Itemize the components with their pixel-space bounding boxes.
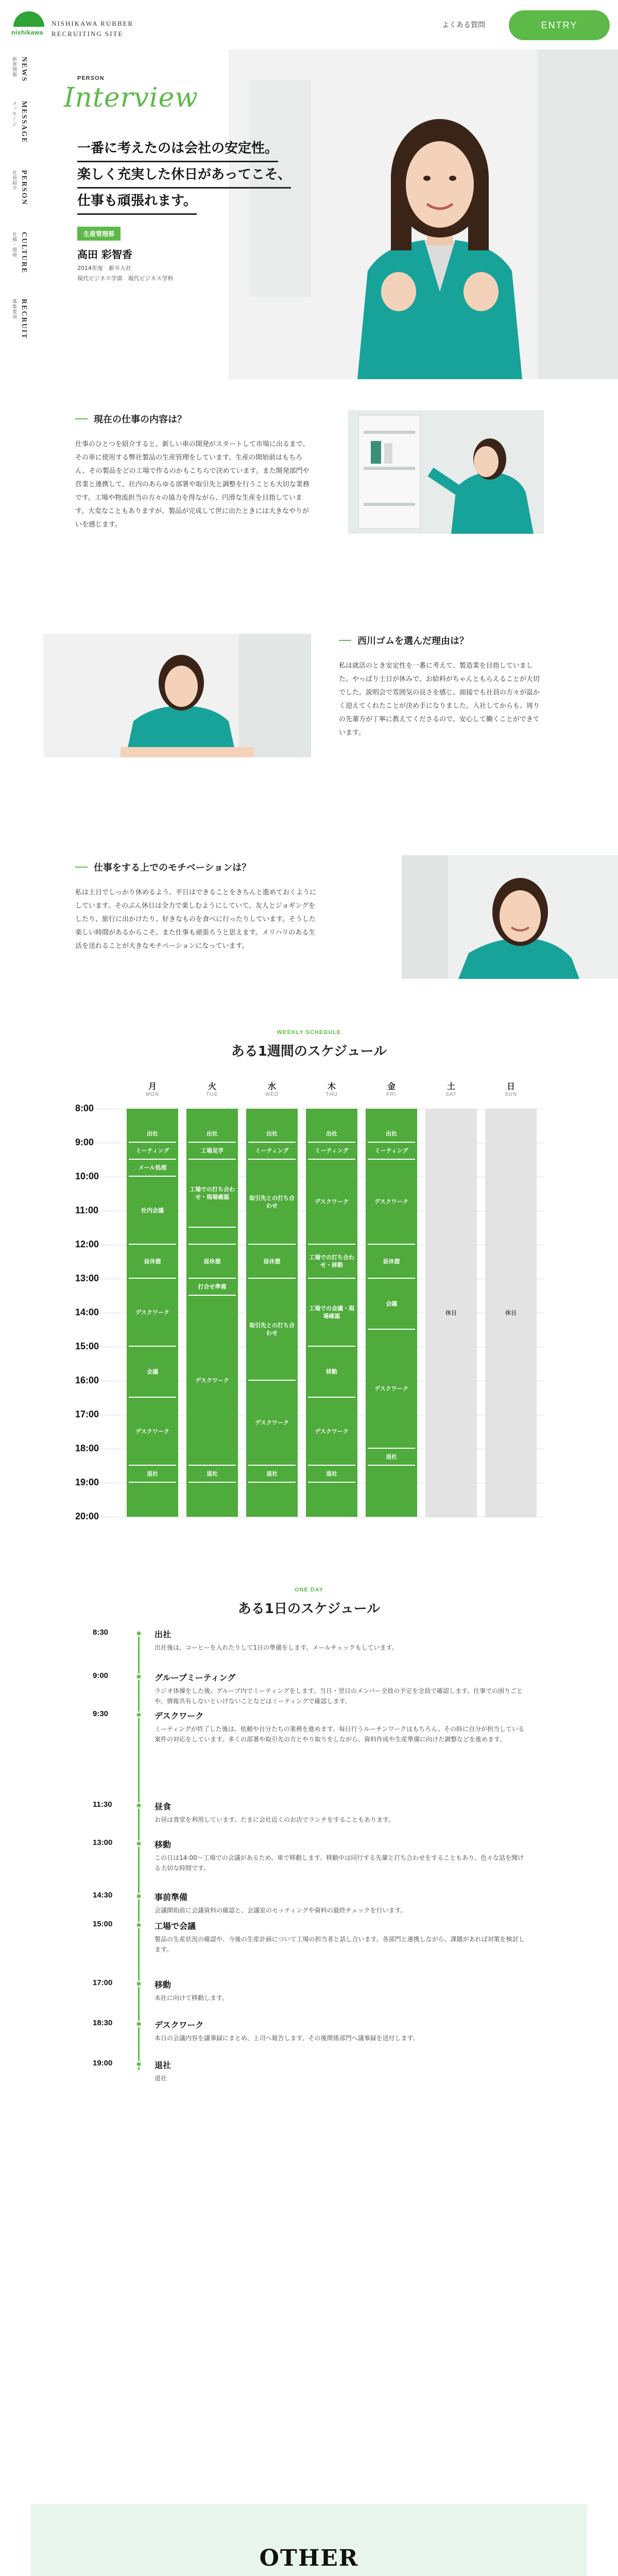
entry-time: 17:00 (93, 1978, 113, 1987)
site-title (52, 19, 133, 39)
schedule-block: デスクワーク (308, 1398, 355, 1466)
timeline-dot-icon (135, 1980, 142, 1987)
schedule-block: 取引先との打ち合わせ (248, 1160, 296, 1245)
timeline-dot-icon (135, 1922, 142, 1928)
entry-description: お昼は食堂を利用しています。たまに会社近くのお店でランチをすることもあります。 (154, 1816, 395, 1823)
hour-label: 9:00 (75, 1137, 94, 1147)
entry-description: ラジオ体操をした後、グループ内でミーティングをします。当日・翌日のメンバー全員の予定を全員で確認します。仕事での困りごとや、情報共有しないといけないことなどはミーティングで確認します。 (154, 1687, 523, 1705)
daily-schedule-en: ONE DAY (294, 1587, 324, 1593)
day-column (306, 1109, 357, 1517)
entry-description: この日は14:00〜工場での会議があるため、車で移動します。移動中は同行する先輩と打ち合わせをすることもあり、色々な話を聞ける大切な時間です。 (154, 1854, 524, 1872)
day-name-en: FRI (386, 1092, 397, 1097)
sidenav-item-news[interactable] (7, 57, 28, 82)
weekly-schedule-grid (75, 1077, 544, 1551)
department-badge: 生産管理部 (77, 227, 121, 241)
catch-line: 一番に考えたのは会社の安定性。 (77, 136, 278, 162)
hour-label: 15:00 (75, 1341, 99, 1351)
schedule-block: メール処理 (129, 1160, 176, 1177)
qa-title-reason: 西川ゴムを選んだ理由は？ (339, 634, 469, 647)
schedule-block: 退社 (248, 1466, 296, 1483)
daily-schedule-list (93, 1628, 525, 2555)
sidenav-jp: 募集要項 (11, 299, 16, 319)
hero-catchphrase (77, 136, 291, 215)
site-header (0, 0, 618, 49)
day-column (246, 1109, 298, 1517)
weekly-schedule-title: ある1週間のスケジュール (231, 1044, 387, 1059)
schedule-block: 会議 (368, 1279, 415, 1330)
sidenav-item-culture[interactable] (7, 232, 28, 274)
hour-label: 20:00 (75, 1511, 99, 1521)
schedule-block: 休日 (445, 1309, 457, 1316)
entry-title: グループミーティング (154, 1673, 236, 1683)
day-header (425, 1080, 477, 1097)
schedule-block: 出社 (368, 1126, 415, 1143)
qa-body-current-work: 仕事のひとつを紹介すると、新しい車の開発がスタートして市場に出るまで、その車に使用する弊社製品の生産管理をしています。生産の開始前はもちろん、その製品をどの工場で作るのかもこちらで決めています。また開発部門や営業と連携して、社内のあらゆる部署や取引先と調整を行うことも大切な業務です。工場や物流担当の方々の協力を得ながら、円滑な生産を目指しています。大変なこともありますが、製品が完成して世に出たときには大きなやりがいを感じます。 (75, 440, 310, 529)
schedule-block: 退社 (368, 1449, 415, 1466)
schedule-block: デスクワーク (368, 1160, 415, 1245)
entry-title: デスクワーク (154, 2020, 204, 2030)
day-name-jp: 日 (506, 1081, 515, 1091)
day-header (186, 1080, 238, 1097)
day-name-jp: 月 (148, 1081, 157, 1091)
qa-title-current-work: 現在の仕事の内容は？ (75, 412, 186, 426)
logo-mark-icon (13, 11, 44, 27)
photo-smiling-portrait (402, 855, 618, 979)
schedule-block: 退社 (188, 1466, 236, 1483)
other-title: OTHER (259, 2545, 359, 2571)
day-name-en: THU (325, 1092, 338, 1097)
faq-link[interactable]: よくある質問 (442, 21, 485, 29)
day-column (366, 1109, 417, 1517)
hour-label: 12:00 (75, 1239, 99, 1249)
day-name-en: SUN (504, 1092, 518, 1097)
qa-body-motivation: 私は土日でしっかり休めるよう、平日はできることをきちんと進めておくようにしています。そのぶん休日は全力で楽しむようにしていて、友人とジョギングをしたり、旅行に出かけたり、好きなものを食べに行ったりしています。そうした楽しい時間があるからこそ、また仕事も頑張ろうと思えます。メリハリのある生活を送れることが大きなモチベーションになっています。 (75, 889, 317, 950)
employee-name: 高田 彩智香 (77, 248, 132, 261)
employee-faculty: 現代ビジネス学部 現代ビジネス学科 (77, 275, 174, 282)
hour-label: 16:00 (75, 1375, 99, 1385)
catch-line: 仕事も頑張れます。 (77, 189, 197, 215)
photo-working-at-shelf (348, 410, 544, 534)
day-header (127, 1080, 178, 1097)
hour-label: 19:00 (75, 1477, 99, 1487)
schedule-block: 出社 (248, 1126, 296, 1143)
sidenav-item-person[interactable] (7, 170, 28, 206)
sidenav-en: CULTURE (20, 232, 28, 274)
schedule-block: 取引先との打ち合わせ (248, 1279, 296, 1381)
employee-join-year: 2014年度 新卒入社 (77, 265, 131, 272)
schedule-block: 出社 (308, 1126, 355, 1143)
weekly-schedule-en: WEEKLY SCHEDULE (277, 1029, 341, 1036)
day-header (246, 1080, 298, 1097)
sidenav-en: MESSAGE (20, 101, 28, 144)
entry-time: 15:00 (93, 1920, 113, 1928)
schedule-block: 工場での会議・現場確認 (308, 1279, 355, 1347)
day-column (485, 1109, 537, 1517)
day-column (186, 1109, 238, 1517)
schedule-block: ミーティング (248, 1143, 296, 1160)
entry-title: 移動 (154, 1980, 171, 1990)
entry-description: 製品の生産状況の確認や、今後の生産計画について工場の担当者と話し合います。各部門と連携しながら、課題があれば対策を検討します。 (154, 1936, 525, 1953)
other-employees-section (31, 2504, 587, 2576)
entry-title: 出社 (154, 1630, 171, 1639)
day-name-jp: 水 (267, 1081, 276, 1091)
entry-time: 19:00 (93, 2059, 113, 2067)
timeline-dot-icon (135, 1893, 142, 1900)
entry-description: 本社に向けて移動します。 (154, 1994, 229, 2002)
schedule-block: デスクワーク (129, 1398, 176, 1466)
entry-description: 出社後は、コーヒーを入れたりして1日の準備をします。メールチェックもしています。 (154, 1644, 398, 1651)
entry-description: ミーティングが終了した後は、依頼や自分たちの業務を進めます。毎日行うルーチンワークはもちろん、その時に自分が担当している案件の対応をしています。多くの部署や取引先の方とやり取りをしながら、資料作成や生産準備に向けた調整などを進めます。 (154, 1725, 524, 1743)
schedule-block: デスクワーク (368, 1330, 415, 1449)
daily-schedule-title: ある1日のスケジュール (237, 1601, 381, 1617)
day-column (127, 1109, 178, 1517)
sidenav-en: NEWS (20, 57, 28, 82)
schedule-block: 出社 (129, 1126, 176, 1143)
entry-time: 14:30 (93, 1891, 113, 1900)
hour-label: 13:00 (75, 1273, 99, 1283)
sidenav-item-recruit[interactable] (7, 299, 28, 340)
schedule-block: 退社 (129, 1466, 176, 1483)
timeline-dot-icon (135, 1711, 142, 1718)
entry-title: 事前準備 (154, 1892, 188, 1902)
day-name-en: SAT (445, 1092, 457, 1097)
person-label: PERSON (77, 75, 105, 81)
sidenav-en: RECRUIT (20, 299, 28, 340)
sidenav-jp: 社風・環境 (11, 232, 16, 258)
hour-label: 10:00 (75, 1171, 99, 1181)
day-name-jp: 土 (447, 1081, 455, 1091)
sidenav-jp: 社員紹介 (11, 170, 16, 191)
schedule-block: 昼休憩 (129, 1245, 176, 1279)
entry-time: 9:30 (93, 1709, 109, 1718)
interview-script-title: Interview (64, 82, 198, 113)
day-header (485, 1080, 537, 1097)
photo-interview-sitting (43, 634, 311, 757)
schedule-block: 工場での打ち合わせ・移動 (308, 1245, 355, 1279)
schedule-block: 昼休憩 (248, 1245, 296, 1279)
entry-title: デスクワーク (154, 1711, 204, 1721)
entry-description: 会議開始前に会議資料の確認と、会議室のセッティングや資料の最終チェックを行います。 (154, 1907, 407, 1914)
day-header (366, 1080, 417, 1097)
entry-title: 昼食 (154, 1802, 171, 1811)
schedule-block: 退社 (308, 1466, 355, 1483)
site-title-line2: RECRUITING SITE (52, 30, 124, 38)
hour-label: 11:00 (75, 1205, 99, 1215)
day-name-en: TUE (206, 1092, 218, 1097)
entry-time: 13:00 (93, 1838, 113, 1847)
sidenav-item-message[interactable] (7, 101, 28, 143)
qa-title-motivation: 仕事をする上でのモチベーションは？ (75, 860, 251, 874)
day-column (425, 1109, 477, 1517)
timeline-line (138, 1634, 140, 2070)
timeline-dot-icon (135, 1673, 142, 1680)
schedule-block: ミーティング (308, 1143, 355, 1160)
schedule-block: デスクワーク (188, 1296, 236, 1466)
schedule-block: 工場での打ち合わせ・現場確認 (188, 1160, 236, 1228)
hour-label: 14:00 (75, 1307, 99, 1317)
schedule-block: 昼休憩 (188, 1245, 236, 1279)
schedule-block: 会議 (129, 1347, 176, 1398)
qa-body-reason: 私は就活のとき安定性を一番に考えて、製造業を目指していました。やっぱり土日が休みで、お給料がちゃんともらえることが大切でした。説明会で雰囲気の良さを感じ、面接でも社員の方々が温かく迎えてくれたことが決め手になりました。入社してからも、周りの先輩方が丁寧に教えてくださるので、安心して働くことができています。 (339, 662, 540, 737)
schedule-block: 出社 (188, 1126, 236, 1143)
day-name-jp: 金 (387, 1081, 396, 1091)
day-name-en: WED (265, 1092, 279, 1097)
hour-label: 17:00 (75, 1409, 99, 1419)
day-header (306, 1080, 357, 1097)
schedule-block: ミーティング (368, 1143, 415, 1160)
entry-description: 本日の会議内容を議事録にまとめ、上司へ報告します。その後関係部門へ議事録を送付します。 (154, 2035, 419, 2042)
sidenav-jp: 新着情報 (11, 57, 16, 77)
timeline-dot-icon (135, 2061, 142, 2067)
day-name-en: MON (145, 1092, 160, 1097)
entry-button[interactable]: ENTRY (509, 10, 610, 40)
company-logo[interactable] (11, 11, 45, 39)
logo-wordmark: nishikawa (11, 29, 43, 36)
schedule-block: 社内会議 (129, 1177, 176, 1245)
timeline-dot-icon (135, 1840, 142, 1847)
entry-title: 移動 (154, 1840, 171, 1850)
schedule-block: 工場見学 (188, 1143, 236, 1160)
entry-time: 8:30 (93, 1628, 109, 1637)
sidenav-en: PERSON (20, 170, 28, 206)
entry-title: 工場で会議 (154, 1921, 196, 1931)
schedule-block: 移動 (308, 1347, 355, 1398)
day-name-jp: 木 (327, 1081, 336, 1091)
timeline-dot-icon (135, 2021, 142, 2027)
schedule-block: 昼休憩 (368, 1245, 415, 1279)
schedule-block: 休日 (505, 1309, 517, 1316)
schedule-block: デスクワーク (129, 1279, 176, 1347)
day-name-jp: 火 (208, 1081, 216, 1091)
timeline-dot-icon (135, 1630, 142, 1637)
catch-line: 楽しく充実した休日があってこそ、 (77, 162, 291, 189)
entry-description: 退社 (154, 2075, 167, 2082)
schedule-block: 打合せ準備 (188, 1279, 236, 1296)
schedule-block: ミーティング (129, 1143, 176, 1160)
schedule-block (188, 1228, 236, 1245)
sidenav-jp: メッセージ (11, 101, 16, 127)
entry-time: 18:30 (93, 2019, 113, 2027)
entry-title: 退社 (154, 2060, 171, 2070)
hour-label: 8:00 (75, 1103, 94, 1113)
entry-time: 11:30 (93, 1800, 112, 1809)
hero-employee-photo (229, 49, 618, 379)
schedule-block: デスクワーク (248, 1381, 296, 1466)
timeline-dot-icon (135, 1802, 142, 1809)
schedule-block: デスクワーク (308, 1160, 355, 1245)
site-title-line1: NISHIKAWA RUBBER (52, 20, 134, 27)
entry-time: 9:00 (93, 1671, 109, 1680)
hour-label: 18:00 (75, 1443, 99, 1453)
